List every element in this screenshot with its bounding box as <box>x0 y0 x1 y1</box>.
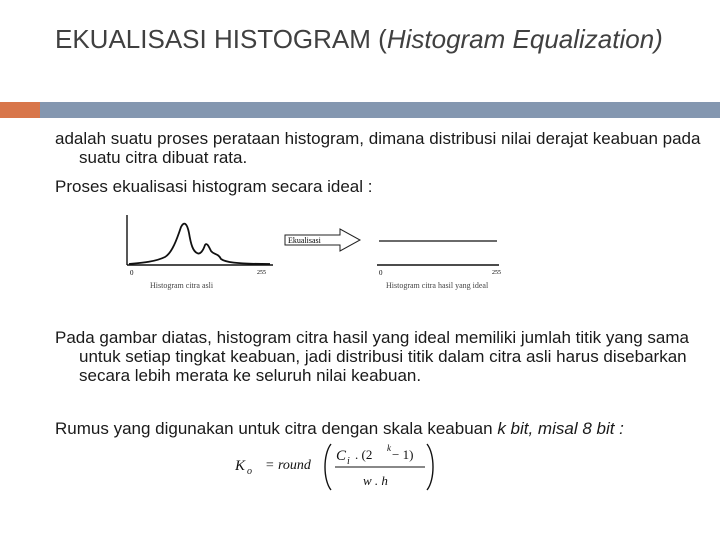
paragraph-formula-intro <box>55 419 719 438</box>
round-formula <box>235 438 435 496</box>
slide-title <box>55 22 675 57</box>
formula-den: w . h <box>363 473 388 488</box>
accent-square <box>0 102 40 118</box>
formula-lhs: K <box>235 458 246 474</box>
formula-lhs-sub: o <box>247 466 252 477</box>
left-tick-max: 255 <box>257 270 266 276</box>
right-tick-min: 0 <box>379 269 383 277</box>
title-upright: EKUALISASI HISTOGRAM ( <box>55 24 387 54</box>
histogram-equalization-figure <box>115 205 545 295</box>
formula-num-c-sub: i <box>347 456 350 467</box>
left-caption: Histogram citra asli <box>150 281 214 290</box>
original-histogram <box>127 215 273 290</box>
formula-intro-italic: k bit, misal 8 bit : <box>497 419 624 438</box>
title-italic: Histogram Equalization) <box>386 24 663 54</box>
left-tick-min: 0 <box>130 269 134 277</box>
formula-num-rest1: . (2 <box>355 447 373 462</box>
formula-num-c: C <box>336 448 347 464</box>
paragraph-explanation: Pada gambar diatas, histogram citra hasil yang ideal memiliki jumlah titik yang sama untuk setiap tingkat keabuan, jadi distribusi titik dalam citra asli harus disebarkan secara lebih merata ke seluruh nilai keabuan. <box>55 328 690 385</box>
arrow-label: Ekualisasi <box>288 236 321 245</box>
right-caption: Histogram citra hasil yang ideal <box>386 281 489 290</box>
formula-intro-plain: Rumus yang digunakan untuk citra dengan skala keabuan <box>55 419 498 438</box>
right-tick-max: 255 <box>492 270 501 276</box>
formula-round: = round <box>265 458 311 473</box>
paragraph-definition: adalah suatu proses perataan histogram, dimana distribusi nilai derajat keabuan pada suatu citra dibuat rata. <box>55 129 701 167</box>
formula-num-rest2: − 1) <box>392 447 414 462</box>
paragraph-ideal-intro: Proses ekualisasi histogram secara ideal : <box>55 177 373 196</box>
ideal-histogram <box>377 241 501 290</box>
formula-num-sup: k <box>387 443 391 453</box>
accent-bar <box>40 102 720 118</box>
equalization-arrow <box>285 229 360 251</box>
